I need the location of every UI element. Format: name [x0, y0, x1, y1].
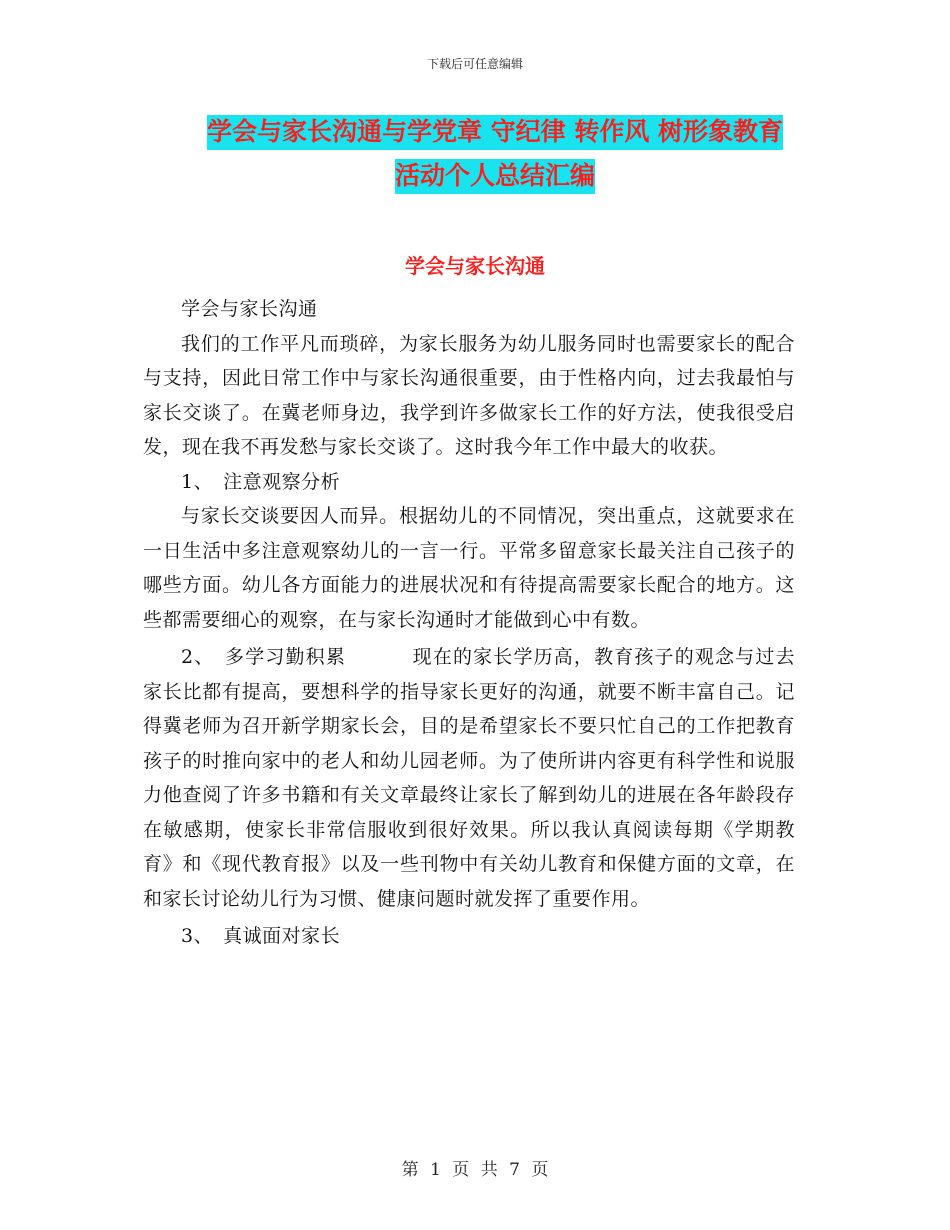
- heading-learn: 2、 多学习勤积累: [181, 646, 347, 668]
- document-title-line-2: 活动个人总结汇编: [395, 159, 595, 194]
- heading-observe: 1、 注意观察分析: [181, 470, 341, 493]
- paragraph-learn: [143, 640, 795, 916]
- paragraph-learn-text: 现在的家长学历高，教育孩子的观念与过去家长比都有提高，要想科学的指导家长更好的沟通，就要不断丰富自己。记得冀老师为召开新学期家长会，目的是希望家长不要只忙自己的工作把教育孩子的时推向家中的老人和幼儿园老师。为了使所讲内容更有科学性和说服力他查阅了许多书籍和有关文章最终让家长了解到幼儿的进展在各年龄段存在敏感期，使家长非常信服收到很好效果。所以我认真阅读每期《学期教育》和《现代教育报》以及一些刊物中有关幼儿教育和保健方面的文章，在和家长讨论幼儿行为习惯、健康问题时就发挥了重要作用。: [143, 646, 795, 910]
- page-footer: 第 1 页 共 7 页: [401, 1160, 549, 1180]
- section-title: 学会与家长沟通: [405, 254, 545, 278]
- document-body: [143, 292, 795, 954]
- document-title: [140, 110, 850, 198]
- paragraph-observe: 与家长交谈要因人而异。根据幼儿的不同情况，突出重点，这就要求在一日生活中多注意观察幼儿的一言一行。平常多留意家长最关注自己孩子的哪些方面。幼儿各方面能力的进展状况和有待提高需要家长配合的地方。这些都需要细心的观察，在与家长沟通时才能做到心中有数。: [143, 505, 795, 631]
- heading-sincere: 3、 真诚面对家长: [181, 925, 341, 947]
- document-title-line-1: 学会与家长沟通与学党章 守纪律 转作风 树形象教育: [207, 115, 783, 150]
- paragraph-subtitle: 学会与家长沟通: [181, 298, 318, 320]
- header-note: 下载后可任意编辑: [426, 57, 523, 71]
- paragraph-intro: 我们的工作平凡而琐碎，为家长服务为幼儿服务同时也需要家长的配合与支持，因此日常工作中与家长沟通很重要，由于性格内向，过去我最怕与家长交谈了。在冀老师身边，我学到许多做家长工作的好方法，使我很受启发，现在我不再发愁与家长交谈了。这时我今年工作中最大的收获。: [143, 332, 795, 458]
